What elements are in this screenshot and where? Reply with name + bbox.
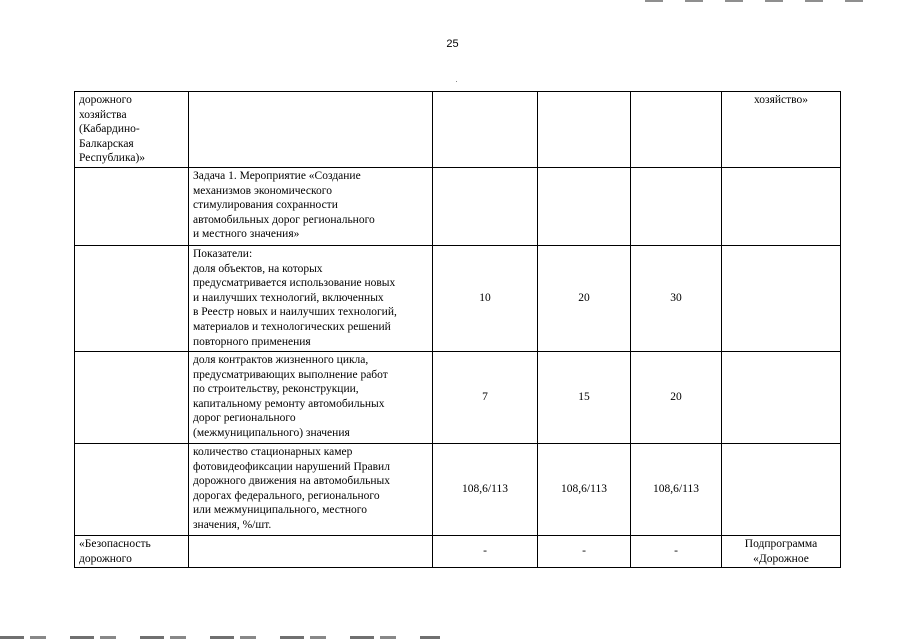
cell-activity — [189, 535, 433, 567]
table-row — [75, 443, 841, 535]
cell-program-name — [75, 245, 189, 351]
cell-value-2: 15 — [538, 351, 631, 443]
cell-related-program — [722, 167, 841, 245]
cell-related-program — [722, 351, 841, 443]
cell-program-name — [75, 443, 189, 535]
cell-value-1: - — [433, 535, 538, 567]
table-row — [75, 92, 841, 168]
scan-artifact-top — [645, 0, 875, 2]
cell-value-3: - — [631, 535, 722, 567]
cell-value-2: - — [538, 535, 631, 567]
cell-value-1 — [433, 167, 538, 245]
cell-value-3 — [631, 92, 722, 168]
cell-value-3: 20 — [631, 351, 722, 443]
cell-program-name — [75, 167, 189, 245]
page-number: 25 — [446, 38, 459, 50]
cell-value-1: 108,6/113 — [433, 443, 538, 535]
scan-artifact-bottom — [0, 636, 440, 639]
cell-activity — [189, 92, 433, 168]
cell-value-2 — [538, 167, 631, 245]
cell-related-program: хозяйство» — [722, 92, 841, 168]
cell-related-program — [722, 245, 841, 351]
cell-program-name: дорожного хозяйства (Кабардино- Балкарская Республика)» — [75, 92, 189, 168]
table-row — [75, 245, 841, 351]
scan-artifact-dot — [456, 81, 457, 82]
cell-activity: доля контрактов жизненного цикла, предусматривающих выполнение работ по строительству, реконструкции, капитальному ремонту автомобильных дорог регионального (межмуниципального) значения — [189, 351, 433, 443]
cell-program-name: «Безопасность дорожного — [75, 535, 189, 567]
table-row — [75, 535, 841, 567]
table-row — [75, 351, 841, 443]
table-row — [75, 167, 841, 245]
cell-value-3 — [631, 167, 722, 245]
cell-value-2: 20 — [538, 245, 631, 351]
cell-value-3: 30 — [631, 245, 722, 351]
cell-activity: Задача 1. Мероприятие «Создание механизмов экономического стимулирования сохранности автомобильных дорог регионального и местного значения» — [189, 167, 433, 245]
cell-related-program: Подпрограмма «Дорожное — [722, 535, 841, 567]
cell-program-name — [75, 351, 189, 443]
cell-value-1: 10 — [433, 245, 538, 351]
cell-value-1 — [433, 92, 538, 168]
indicators-table — [74, 91, 841, 568]
cell-related-program — [722, 443, 841, 535]
cell-value-2: 108,6/113 — [538, 443, 631, 535]
cell-activity: Показатели: доля объектов, на которых предусматривается использование новых и наилучших технологий, включенных в Реестр новых и наилучших технологий, материалов и технологических решений повторного применения — [189, 245, 433, 351]
cell-value-1: 7 — [433, 351, 538, 443]
cell-activity: количество стационарных камер фотовидеофиксации нарушений Правил дорожного движения на автомобильных дорогах федерального, регионального или межмуниципального, местного значения, %/шт. — [189, 443, 433, 535]
cell-value-3: 108,6/113 — [631, 443, 722, 535]
cell-value-2 — [538, 92, 631, 168]
